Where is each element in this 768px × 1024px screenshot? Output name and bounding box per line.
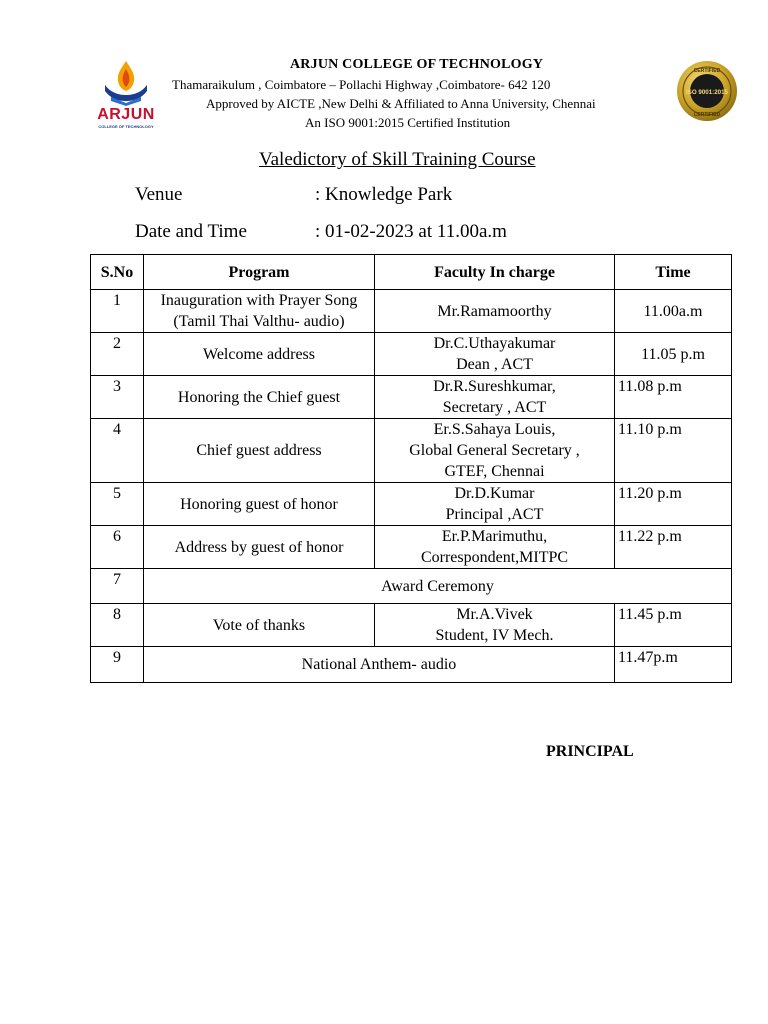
table-row (91, 333, 732, 376)
svg-text:CERTIFIED: CERTIFIED (693, 68, 721, 74)
iso-seal-icon (676, 60, 738, 122)
row-time: 11.22 p.m (615, 526, 732, 569)
table-row (91, 483, 732, 526)
table-header-row (91, 255, 732, 290)
row-time: 11.20 p.m (615, 483, 732, 526)
row-faculty: Dr.C.Uthayakumar Dean , ACT (375, 333, 615, 376)
row-time: 11.45 p.m (615, 604, 732, 647)
college-logo (97, 57, 155, 132)
college-name: ARJUN COLLEGE OF TECHNOLOGY (290, 57, 544, 72)
row-faculty: Mr.Ramamoorthy (375, 290, 615, 333)
row-program: Inauguration with Prayer Song (Tamil Thai Valthu- audio) (144, 290, 375, 333)
row-sno: 7 (91, 569, 144, 604)
row-time: 11.00a.m (615, 290, 732, 333)
table-row (91, 419, 732, 483)
row-program: Address by guest of honor (144, 526, 375, 569)
affiliation-line: Approved by AICTE ,New Delhi & Affiliated to Anna University, Chennai (206, 96, 596, 111)
signature-label: PRINCIPAL (546, 743, 634, 760)
column-header-time: Time (615, 255, 732, 290)
row-faculty: Er.P.Marimuthu, Correspondent,MITPC (375, 526, 615, 569)
column-header-faculty: Faculty In charge (375, 255, 615, 290)
row-time: 11.10 p.m (615, 419, 732, 483)
table-row (91, 569, 732, 604)
row-faculty: Mr.A.Vivek Student, IV Mech. (375, 604, 615, 647)
address-line: Thamaraikulum , Coimbatore – Pollachi Highway ,Coimbatore- 642 120 (172, 77, 551, 92)
row-program: Honoring the Chief guest (144, 376, 375, 419)
row-program: Chief guest address (144, 419, 375, 483)
row-sno: 3 (91, 376, 144, 419)
row-faculty: Dr.R.Sureshkumar, Secretary , ACT (375, 376, 615, 419)
svg-text:ISO 9001:2015: ISO 9001:2015 (686, 89, 728, 96)
document-title: Valedictory of Skill Training Course (259, 149, 536, 170)
row-sno: 1 (91, 290, 144, 333)
table-row (91, 290, 732, 333)
flame-emblem-icon (97, 57, 155, 107)
row-merged-program: Award Ceremony (144, 569, 732, 604)
table-row (91, 526, 732, 569)
row-sno: 9 (91, 647, 144, 683)
row-sno: 4 (91, 419, 144, 483)
row-sno: 6 (91, 526, 144, 569)
table-row (91, 604, 732, 647)
date-time-label: Date and Time (135, 221, 247, 242)
row-faculty: Er.S.Sahaya Louis, Global General Secretary , GTEF, Chennai (375, 419, 615, 483)
row-time: 11.05 p.m (615, 333, 732, 376)
venue-label: Venue (135, 184, 183, 205)
row-time: 11.08 p.m (615, 376, 732, 419)
row-sno: 2 (91, 333, 144, 376)
logo-wordmark: ARJUN (97, 106, 155, 123)
row-sno: 8 (91, 604, 144, 647)
table-row (91, 376, 732, 419)
row-program: Honoring guest of honor (144, 483, 375, 526)
table-row (91, 647, 732, 683)
row-sno: 5 (91, 483, 144, 526)
column-header-program: Program (144, 255, 375, 290)
row-time: 11.47p.m (615, 647, 732, 683)
letterhead (0, 0, 768, 140)
row-faculty: Dr.D.Kumar Principal ,ACT (375, 483, 615, 526)
logo-subtext: COLLEGE OF TECHNOLOGY (98, 124, 154, 129)
certification-line: An ISO 9001:2015 Certified Institution (305, 115, 511, 130)
column-header-sno: S.No (91, 255, 144, 290)
row-program: Vote of thanks (144, 604, 375, 647)
schedule-table (90, 254, 732, 683)
svg-text:CERTIFIED: CERTIFIED (693, 112, 721, 118)
row-program: Welcome address (144, 333, 375, 376)
iso-seal (676, 60, 738, 122)
date-time-value: : 01-02-2023 at 11.00a.m (315, 221, 507, 242)
venue-value: : Knowledge Park (315, 184, 453, 205)
row-merged-program: National Anthem- audio (144, 647, 615, 683)
